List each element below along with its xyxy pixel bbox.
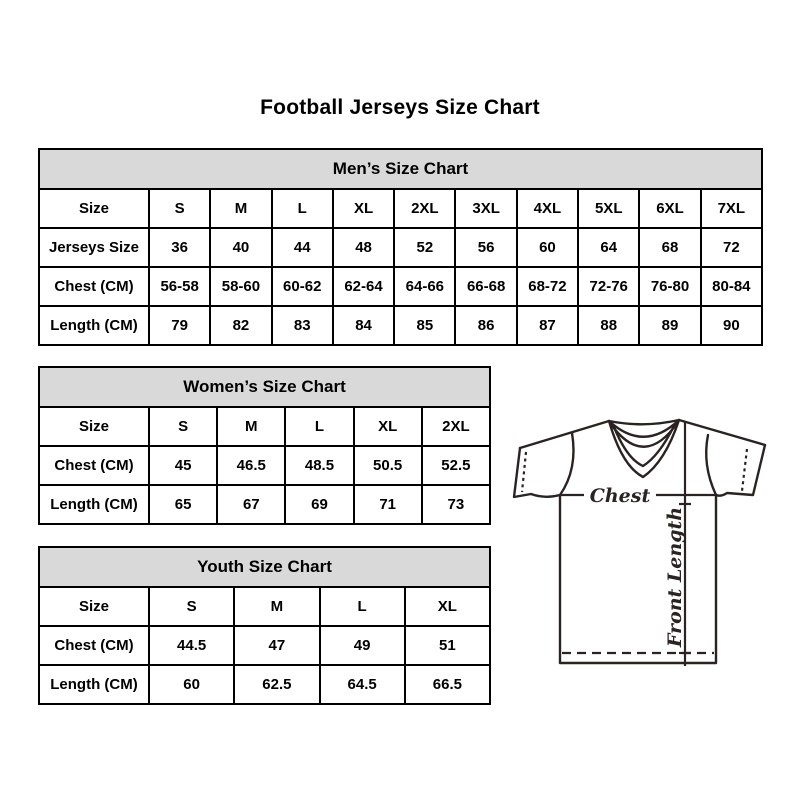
table-row [39, 626, 490, 665]
size-value-cell: 2XL [394, 189, 455, 228]
size-value-cell: 76-80 [639, 267, 700, 306]
jersey-illustration [500, 409, 772, 675]
table-row [39, 446, 490, 485]
size-value-cell: 72-76 [578, 267, 639, 306]
table-row [39, 407, 490, 446]
womens-size-table [38, 366, 491, 525]
size-value-cell: XL [354, 407, 422, 446]
size-value-cell: 68-72 [517, 267, 578, 306]
size-value-cell: 6XL [639, 189, 700, 228]
row-label-cell: Chest (CM) [39, 626, 149, 665]
size-value-cell: 66.5 [405, 665, 490, 704]
size-value-cell: 86 [455, 306, 516, 345]
row-label-cell: Jerseys Size [39, 228, 149, 267]
size-value-cell: M [210, 189, 271, 228]
jersey-left-sleeve [514, 448, 560, 497]
size-value-cell: 85 [394, 306, 455, 345]
right-cuff-dashed-line [742, 449, 747, 491]
row-label-cell: Length (CM) [39, 485, 149, 524]
table-row [39, 665, 490, 704]
row-label-cell: Chest (CM) [39, 446, 149, 485]
size-value-cell: S [149, 587, 234, 626]
jersey-right-sleeve [716, 445, 765, 496]
size-value-cell: L [272, 189, 333, 228]
size-value-cell: 84 [333, 306, 394, 345]
table-row [39, 485, 490, 524]
size-value-cell: 72 [701, 228, 762, 267]
row-label-cell: Size [39, 189, 149, 228]
size-value-cell: 52 [394, 228, 455, 267]
chest-label: Chest [589, 485, 651, 507]
size-value-cell: 69 [285, 485, 353, 524]
size-value-cell: 56-58 [149, 267, 210, 306]
size-value-cell: 62.5 [234, 665, 319, 704]
table-title: Women’s Size Chart [39, 367, 490, 407]
size-value-cell: 82 [210, 306, 271, 345]
size-value-cell: 71 [354, 485, 422, 524]
mens-size-table [38, 148, 763, 346]
size-value-cell: 64 [578, 228, 639, 267]
jersey-right-shoulder-line [679, 420, 765, 445]
size-value-cell: XL [405, 587, 490, 626]
size-value-cell: 65 [149, 485, 217, 524]
size-value-cell: 58-60 [210, 267, 271, 306]
size-value-cell: L [320, 587, 405, 626]
table-title: Men’s Size Chart [39, 149, 762, 189]
size-value-cell: 80-84 [701, 267, 762, 306]
size-value-cell: 7XL [701, 189, 762, 228]
size-value-cell: 88 [578, 306, 639, 345]
size-value-cell: 60 [517, 228, 578, 267]
size-value-cell: 87 [517, 306, 578, 345]
size-value-cell: 44 [272, 228, 333, 267]
size-value-cell: 50.5 [354, 446, 422, 485]
row-label-cell: Size [39, 407, 149, 446]
size-value-cell: 48 [333, 228, 394, 267]
row-label-cell: Length (CM) [39, 665, 149, 704]
table-row [39, 587, 490, 626]
size-value-cell: 3XL [455, 189, 516, 228]
table-row [39, 228, 762, 267]
size-value-cell: 45 [149, 446, 217, 485]
left-cuff-dashed-line [522, 452, 526, 492]
jersey-left-shoulder-line [520, 421, 609, 448]
size-value-cell: M [217, 407, 285, 446]
size-value-cell: 89 [639, 306, 700, 345]
row-label-cell: Size [39, 587, 149, 626]
size-value-cell: 67 [217, 485, 285, 524]
jersey-measurement-diagram [500, 409, 772, 675]
size-value-cell: 68 [639, 228, 700, 267]
row-label-cell: Length (CM) [39, 306, 149, 345]
size-value-cell: 64-66 [394, 267, 455, 306]
jersey-body-outline [560, 495, 716, 663]
size-value-cell: M [234, 587, 319, 626]
size-value-cell: 73 [422, 485, 490, 524]
size-value-cell: 40 [210, 228, 271, 267]
size-value-cell: 49 [320, 626, 405, 665]
table-row [39, 267, 762, 306]
size-value-cell: 48.5 [285, 446, 353, 485]
size-value-cell: 4XL [517, 189, 578, 228]
size-value-cell: 66-68 [455, 267, 516, 306]
size-value-cell: 52.5 [422, 446, 490, 485]
size-value-cell: 60 [149, 665, 234, 704]
size-value-cell: 83 [272, 306, 333, 345]
size-value-cell: 60-62 [272, 267, 333, 306]
size-value-cell: S [149, 189, 210, 228]
size-value-cell: 56 [455, 228, 516, 267]
size-value-cell: 51 [405, 626, 490, 665]
jersey-right-sleeve-seam [706, 435, 716, 495]
table-header-row [39, 547, 490, 587]
table-row [39, 189, 762, 228]
table-header-row [39, 367, 490, 407]
size-value-cell: 90 [701, 306, 762, 345]
table-header-row [39, 149, 762, 189]
size-value-cell: 62-64 [333, 267, 394, 306]
size-value-cell: 79 [149, 306, 210, 345]
size-value-cell: 47 [234, 626, 319, 665]
size-value-cell: 44.5 [149, 626, 234, 665]
size-value-cell: 64.5 [320, 665, 405, 704]
size-value-cell: 46.5 [217, 446, 285, 485]
table-title: Youth Size Chart [39, 547, 490, 587]
youth-size-table [38, 546, 491, 705]
size-value-cell: 5XL [578, 189, 639, 228]
size-value-cell: L [285, 407, 353, 446]
row-label-cell: Chest (CM) [39, 267, 149, 306]
front-length-label: Front Length [664, 506, 686, 648]
jersey-left-sleeve-seam [560, 433, 574, 495]
size-value-cell: XL [333, 189, 394, 228]
size-value-cell: 2XL [422, 407, 490, 446]
size-value-cell: S [149, 407, 217, 446]
size-value-cell: 36 [149, 228, 210, 267]
jersey-collar-top-line [609, 420, 679, 424]
page-title: Football Jerseys Size Chart [260, 96, 540, 119]
table-row [39, 306, 762, 345]
